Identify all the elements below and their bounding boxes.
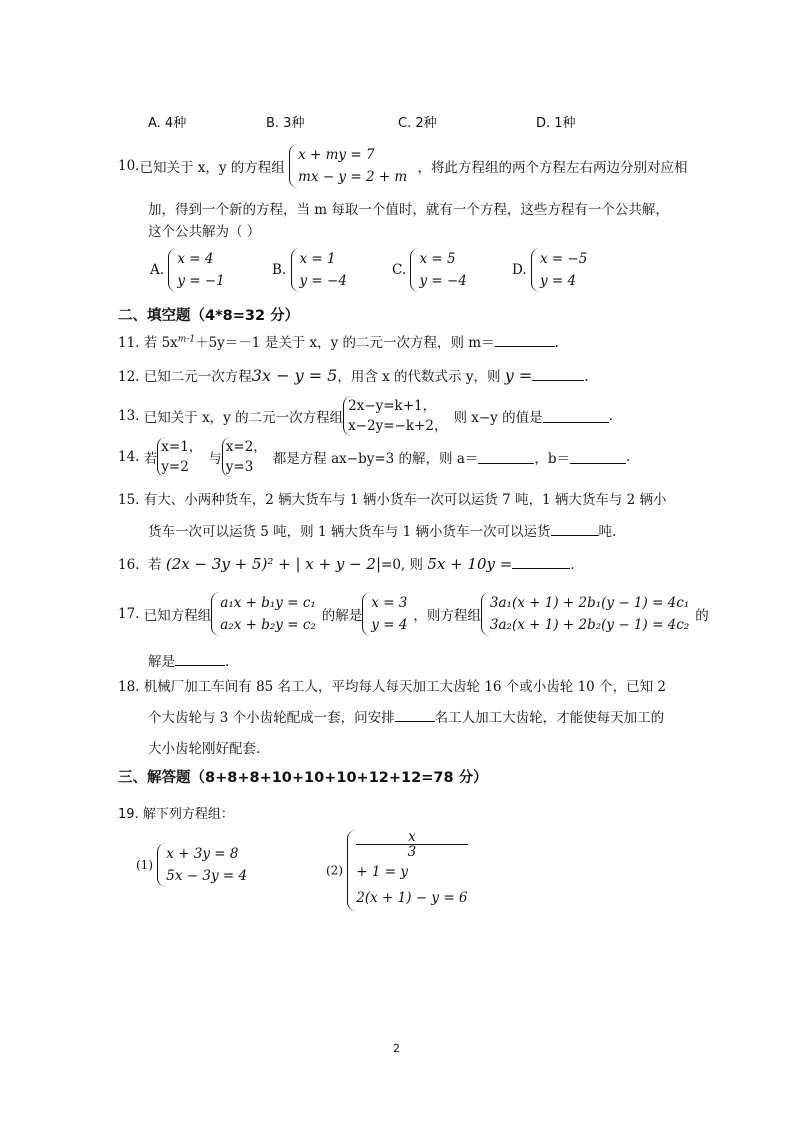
q10-option-b: B. x = 1 y = −4 [272, 248, 353, 292]
q10-lead-text: 已知关于 x，y 的方程组 [139, 160, 285, 176]
q10-option-c: C. x = 5 y = −4 [392, 248, 473, 292]
answer-blank[interactable] [532, 368, 584, 381]
answer-blank[interactable] [495, 334, 555, 347]
answer-blank[interactable] [551, 523, 599, 536]
question-19-title: 19. 解下列方程组： [118, 807, 234, 822]
page-number: 2 [393, 1042, 400, 1055]
question-17-line-2: 解是 . [148, 654, 230, 670]
q9-option-c: C. 2种 [398, 116, 437, 131]
answer-blank[interactable] [570, 451, 626, 464]
question-10 [118, 144, 688, 188]
question-12: 12. 已知二元一次方程3x − y = 5，用含 x 的代数式示 y，则 y = . [118, 366, 589, 385]
question-14: 14. 若 x=1， y=2 与 x=2， y=3 都是方程 ax−by=3 的解，则 a＝ ，b＝ . [118, 439, 631, 475]
answer-blank[interactable] [395, 709, 435, 722]
q10-option-d: D. x = −5 y = 4 [512, 248, 593, 292]
answer-blank[interactable] [512, 556, 570, 569]
answer-blank[interactable] [478, 451, 534, 464]
q19-part-1: (1) x + 3y = 8 5x − 3y = 4 [136, 843, 253, 887]
question-18-line-3: 大小齿轮刚好配套. [148, 741, 261, 757]
section-heading-solve: 三、解答题（8+8+8+10+10+10+12+12=78 分） [118, 770, 488, 786]
question-18-line-2: 个大齿轮与 3 个小齿轮配成一套，问安排 名工人加工大齿轮，才能使每天加工的 [148, 710, 665, 726]
q9-option-a: A. 4种 [148, 116, 187, 131]
answer-blank[interactable] [175, 653, 225, 666]
section-heading-fill-in: 二、填空题（4*8=32 分） [118, 308, 300, 324]
question-number: 10. [118, 158, 140, 174]
q10-line-2: 加，得到一个新的方程，当 m 每取一个值时，就有一个方程，这些方程有一个公共解， [148, 202, 669, 218]
answer-blank[interactable] [543, 410, 609, 423]
q19-part-2: (2) x 3 + 1 = y 2(x + 1) − y = 6 [326, 830, 474, 911]
q10-tail-text: ，将此方程组的两个方程左右两边分别对应相 [417, 160, 688, 176]
q9-option-d: D. 1种 [536, 116, 576, 131]
q10-equation-system: x + my = 7 mx − y = 2 + m [289, 144, 413, 188]
question-15-line-2: 货车一次可以运货 5 吨，则 1 辆大货车与 1 辆小货车一次可以运货 吨. [148, 524, 617, 540]
question-13: 13. 已知关于 x，y 的二元一次方程组 2x−y=k+1， x−2y=−k+2， 则 x−y 的值是 . [118, 398, 613, 434]
question-17: 17. 已知方程组 a₁x + b₁y = c₁ a₂x + b₂y = c₂ 的解是 x = 3 y = 4 ，则方程组 3a₁(x + 1) + 2b₁(y − 1) = 4c₁ 3a₂(x + 1) + 2b₂(y − 1) = 4c₂ 的 [118, 592, 709, 636]
question-15: 15. 有大、小两种货车，2 辆大货车与 1 辆小货车一次可以运货 7 吨，1 辆大货车与 2 辆小 [118, 492, 667, 508]
question-11: 11. 若 $5x^{m-1}+5y=-1$ 是关于 x，y 的二元一次方程，则 m＝ . [118, 334, 559, 351]
q9-option-b: B. 3种 [266, 116, 305, 131]
question-16: 16. 若 (2x − 3y + 5)² + | x + y − 2|=0, 则 5x + 10y = . [118, 555, 575, 573]
q10-option-a: A. x = 4 y = −1 [150, 248, 231, 292]
q10-line-3: 这个公共解为（ ） [148, 224, 261, 240]
question-18: 18. 机械厂加工车间有 85 名工人，平均每人每天加工大齿轮 16 个或小齿轮 10 个，已知 2 [118, 679, 666, 695]
